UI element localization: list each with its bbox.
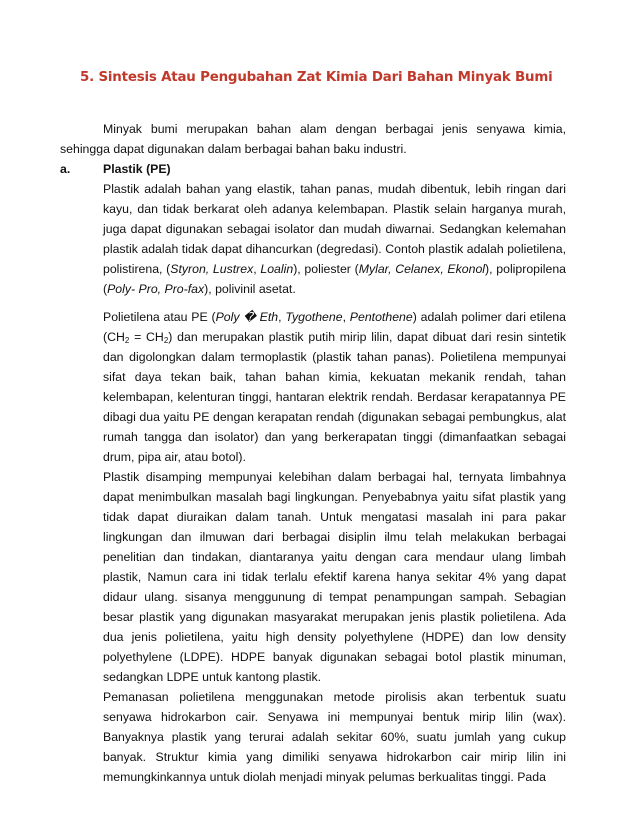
subsection-letter: a. [60,162,71,176]
intro-paragraph: Minyak bumi merupakan bahan alam dengan berbagai jenis senyawa kimia, sehingga dapat digunakan dalam berbagai bahan baku industri. [60,122,566,156]
paragraph-limbah: Plastik disamping mempunyai kelebihan dalam berbagai hal, ternyata limbahnya dapat menimbulkan masalah bagi lingkungan. Penyebabnya yaitu sifat plastik yang tidak dapat diuraikan dalam tanah. Untuk mengatasi masalah ini para pakar lingkungan dan ilmuwan dari berbagai disiplin ilmu telah melakukan berbagai penelitian dan tindakan, diantaranya yaitu dengan cara mendaur ulang limbah plastik, Namun cara ini tidak terlalu efektif karena hanya sekitar 4% yang dapat didaur ulang. sisanya menggunung di tempat penampungan sampah. Sebagian besar plastik yang digunakan masyarakat merupakan jenis plastik polietilena. Ada dua jenis polietilena, yaitu high density polyethylene (HDPE) dan low density polyethylene (LDPE). HDPE banyak digunakan sebagai botol plastik minuman, sedangkan LDPE untuk kantong plastik. [103,470,566,684]
paragraph-pirolisis: Pemanasan polietilena menggunakan metode pirolisis akan terbentuk suatu senyawa hidrokarbon cair. Senyawa ini mempunyai bentuk mirip lilin (wax). Banyaknya plastik yang terurai adalah sekitar 60%, suatu jumlah yang cukup banyak. Struktur kimia yang dimiliki senyawa hidrokarbon cair mirip lilin ini memungkinkannya untuk diolah menjadi minyak pelumas berkualitas tinggi. Pada [103,690,566,784]
section-heading: 5. Sintesis Atau Pengubahan Zat Kimia Dari Bahan Minyak Bumi [80,70,553,85]
paragraph-polietilena: Polietilena atau PE (Poly � Eth, Tygothene, Pentothene) adalah polimer dari etilena $(CH_2 = CH_2)$ dan merupakan plastik putih mirip lilin, dapat dibuat dari resin sintetik dan digolongkan dalam termoplastik (plastik tahan panas). Polietilena mempunyai sifat daya tekan baik, tahan bahan kimia, kekuatan mekanik rendah, tahan kelembapan, kelenturan tinggi, hantaran elektrik rendah. Berdasar kerapatannya PE dibagi dua yaitu PE dengan kerapatan rendah (digunakan sebagai pembungkus, alat rumah tangga dan isolator) dan yang berkerapatan tinggi (dimanfaatkan sebagai drum, pipa air, atau botol). [103,310,566,464]
subsection-body [103,179,566,787]
subsection-heading [60,159,566,179]
subsection-title: Plastik (PE) [103,162,171,176]
paragraph-plastik: Plastik adalah bahan yang elastik, tahan panas, mudah dibentuk, lebih ringan dari kayu, dan tidak berkarat oleh adanya kelembapan. Plastik selain harganya murah, juga dapat digunakan sebagai isolator dan mudah diwarnai. Sedangkan kelemahan plastik adalah tidak dapat dihancurkan (degredasi). Contoh plastik adalah polietilena, polistirena, (Styron, Lustrex, Loalin), poliester (Mylar, Celanex, Ekonol), polipropilena (Poly- Pro, Pro-fax), polivinil asetat. [103,182,566,296]
document-body [60,119,566,787]
